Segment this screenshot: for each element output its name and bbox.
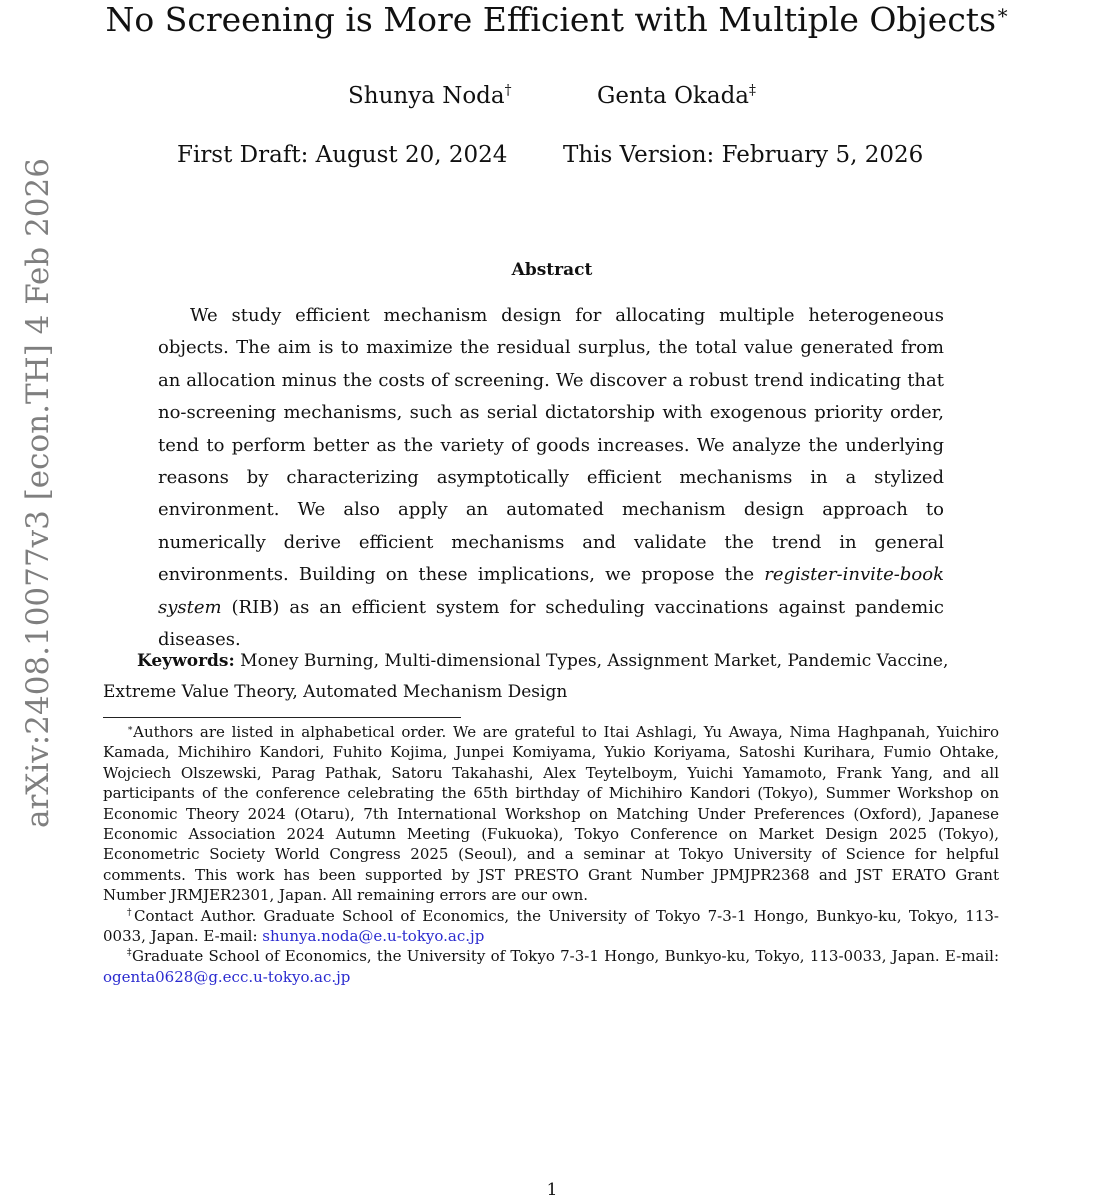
footnote-mark: † <box>127 907 134 918</box>
abstract-paragraph <box>158 300 944 656</box>
author-name: Shunya Noda <box>348 83 505 109</box>
footnote-text: Authors are listed in alphabetical order. We are grateful to Itai Ashlagi, Yu Awaya, Nima Haghpanah, Yuichiro Kamada, Michihiro Kandori, Fuhito Kojima, Junpei Komiyama, Yukio Koriyama, Satoshi Kurihara, Fumio Ohtake, Wojciech Olszewski, Parag Pathak, Satoru Takahashi, Alex Teytelboym, Yuichi Yamamoto, Frank Yang, and all participants of the conference celebrating the 65th birthday of Michihiro Kandori (Tokyo), Summer Workshop on Economic Theory 2024 (Otaru), 7th International Workshop on Matching Under Preferences (Oxford), Japanese Economic Association 2024 Autumn Meeting (Fukuoka), Tokyo Conference on Market Design 2025 (Tokyo), Econometric Society World Congress 2025 (Seoul), and a seminar at Tokyo University of Science for helpful comments. This work has been supported by JST PRESTO Grant Number JPMJPR2368 and JST ERATO Grant Number JRMJER2301, Japan. All remaining errors are our own. <box>103 723 999 905</box>
footnotes <box>103 722 999 987</box>
paper-title <box>0 0 1115 40</box>
abstract-emphasis: register-invite-book system <box>158 564 944 618</box>
this-version-date: This Version: February 5, 2026 <box>563 142 924 168</box>
abstract-text-after: (RIB) as an efficient system for scheduling vaccinations against pandemic diseases. <box>158 596 944 651</box>
author-footnote-mark: † <box>504 82 512 99</box>
keywords-text: Money Burning, Multi-dimensional Types, Assignment Market, Pandemic Vaccine, Extreme Value Theory, Automated Mechanism Design <box>103 651 949 702</box>
keywords <box>103 646 998 708</box>
author-footnote-mark: ‡ <box>749 82 756 99</box>
arxiv-identifier: arXiv:2408.10077v3 [econ.TH] 4 Feb 2026 <box>20 158 56 828</box>
abstract-text-before: We study efficient mechanism design for allocating multiple heterogeneous objects. The aim is to maximize the residual surplus, the total value generated from an allocation minus the costs of screening. We discover a robust trend indicating that no-screening mechanisms, such as serial dictatorship with exogenous priority order, tend to perform better as the variety of goods increases. We analyze the underlying reasons by characterizing asymptotically efficient mechanisms in a stylized environment. We also apply an automated mechanism design approach to numerically derive efficient mechanisms and validate the trend in general environments. Building on these implications, we propose the <box>158 305 944 586</box>
page-number: 1 <box>546 1180 558 1200</box>
author-2 <box>597 80 756 112</box>
keywords-label: Keywords: <box>137 651 235 671</box>
first-draft-date: First Draft: August 20, 2024 <box>177 142 508 168</box>
email-link-noda[interactable]: shunya.noda@e.u-tokyo.ac.jp <box>262 927 485 946</box>
title-footnote-mark: ∗ <box>996 1 1010 24</box>
footnote-second-author <box>103 946 999 987</box>
footnote-acknowledgements <box>103 722 999 906</box>
author-name: Genta Okada <box>597 83 750 109</box>
footnote-divider <box>103 717 461 718</box>
email-link-okada[interactable]: ogenta0628@g.ecc.u-tokyo.ac.jp <box>103 967 351 986</box>
abstract-body <box>158 300 944 656</box>
arxiv-sidebar <box>18 0 56 1200</box>
author-1 <box>348 80 512 112</box>
footnote-text: Contact Author. Graduate School of Economics, the University of Tokyo 7-3-1 Hongo, Bunkyo-ku, Tokyo, 113-0033, Japan. E-mail: <box>103 906 1000 946</box>
footnote-contact-author <box>103 906 999 947</box>
title-text: No Screening is More Efficient with Multiple Objects <box>105 0 996 39</box>
footnote-text: Graduate School of Economics, the University of Tokyo 7-3-1 Hongo, Bunkyo-ku, Tokyo, 113-0033, Japan. E-mail: <box>131 947 1000 966</box>
footnote-mark: ‡ <box>127 948 132 959</box>
abstract-heading: Abstract <box>511 260 593 280</box>
footnote-mark: ∗ <box>127 724 134 734</box>
